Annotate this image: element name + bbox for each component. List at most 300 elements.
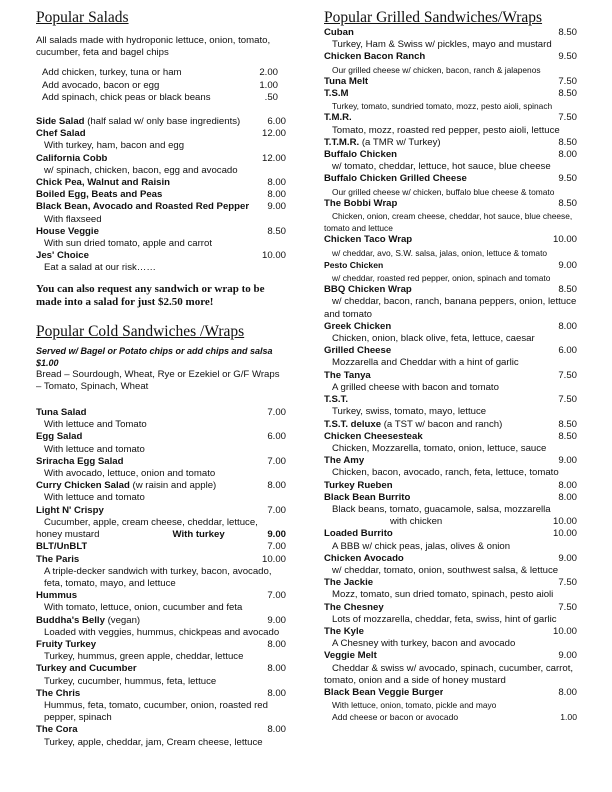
item-price: 9.00 — [558, 650, 577, 662]
item-price: 9.00 — [267, 614, 286, 626]
item-desc: With lettuce and Tomato — [44, 419, 147, 431]
item-name: T.S.T. — [324, 394, 348, 406]
item-price: 8.00 — [267, 638, 286, 650]
item-name: The Cora — [36, 724, 78, 736]
item-name-wrap — [324, 137, 441, 149]
addon-row — [36, 80, 286, 92]
item-row — [324, 455, 577, 467]
item-desc: Mozzarella and Cheddar with a hint of garlic — [332, 357, 519, 369]
item-price: 9.50 — [558, 173, 577, 185]
item-desc: Tomato, mozz, roasted red pepper, pesto aioli, lettuce — [332, 124, 560, 136]
item-price: 7.50 — [558, 112, 577, 124]
item-name-wrap — [324, 149, 397, 161]
item-name-wrap — [324, 51, 425, 63]
item-desc: w/ tomato, cheddar, lettuce, hot sauce, blue cheese — [332, 161, 551, 173]
item-name: Greek Chicken — [324, 320, 392, 332]
item-name: The Tanya — [324, 369, 371, 381]
menu-item — [324, 492, 577, 529]
item-name: Turkey and Cucumber — [36, 663, 137, 675]
salads-heading: Popular Salads — [36, 9, 129, 26]
item-desc: w/ cheddar, tomato, onion, southwest salsa, & lettuce — [332, 564, 559, 576]
menu-item — [36, 505, 286, 542]
item-name-wrap — [324, 345, 391, 357]
item-price: 10.00 — [552, 528, 577, 540]
menu-item — [36, 590, 286, 614]
item-price: 8.00 — [558, 686, 577, 698]
item-desc: A BBB w/ chick peas, jalas, olives & onion — [332, 540, 511, 552]
cold-heading: Popular Cold Sandwiches /Wraps — [36, 322, 245, 340]
menu-item — [324, 284, 577, 321]
item-row — [324, 88, 577, 100]
item-name: Turkey Rueben — [324, 479, 393, 491]
item-name: Tuna Salad — [36, 407, 87, 419]
item-name-wrap — [324, 650, 377, 662]
item-desc: w/ spinach, chicken, bacon, egg and avocado — [44, 164, 238, 176]
item-row — [324, 27, 577, 39]
item-desc: Chicken, onion, black olive, feta, lettuce, caesar — [332, 333, 535, 345]
item-name: Grilled Cheese — [324, 345, 392, 357]
menu-item — [36, 177, 286, 189]
item-name: Sriracha Egg Salad — [36, 455, 124, 467]
item-desc: Chicken, onion, cream cheese, cheddar, hot sauce, blue cheese, tomato and lettuce — [324, 211, 573, 234]
item-name-wrap — [324, 370, 371, 382]
menu-item — [36, 688, 286, 725]
item-desc: Cucumber, apple, cream cheese, cheddar, lettuce, — [44, 516, 258, 528]
menu-item — [36, 554, 286, 591]
item-row — [36, 177, 286, 189]
item-name-wrap — [36, 554, 79, 566]
menu-item — [36, 663, 286, 687]
menu-item — [36, 407, 286, 431]
item-price: 8.50 — [558, 88, 577, 100]
item-name-wrap — [324, 112, 352, 124]
item-price: 9.00 — [558, 259, 577, 271]
menu-item — [324, 27, 577, 51]
menu-item — [324, 687, 577, 724]
menu-item — [324, 626, 577, 650]
left-column — [36, 8, 286, 749]
item-name: Curry Chicken Salad — [36, 480, 130, 492]
item-name: Chicken Taco Wrap — [324, 234, 413, 246]
item-name-wrap — [324, 234, 412, 246]
item-price: 8.50 — [558, 197, 577, 209]
menu-item — [36, 153, 286, 177]
item-desc: Black beans, tomato, guacamole, salsa, mozzarella — [332, 503, 551, 515]
item-name-wrap — [36, 177, 170, 189]
item-name-wrap — [36, 480, 216, 492]
item-price: 7.50 — [558, 75, 577, 87]
item-desc: With avocado, lettuce, onion and tomato — [44, 468, 216, 480]
item-desc: A Chesney with turkey, bacon and avocado — [332, 638, 516, 650]
item-price: 8.00 — [267, 177, 286, 189]
item-name: Jes' Choice — [36, 250, 89, 262]
menu-item — [36, 639, 286, 663]
menu-item — [324, 602, 577, 626]
item-desc: Turkey, Ham & Swiss w/ pickles, mayo and mustard — [332, 39, 552, 51]
menu-item — [324, 137, 577, 149]
item-name-wrap — [36, 724, 78, 736]
item-price: 7.00 — [267, 590, 286, 602]
item-row — [36, 724, 286, 736]
item-name: Black Bean Burrito — [324, 491, 411, 503]
addon-price: 2.00 — [259, 67, 278, 79]
item-name-wrap — [324, 284, 412, 296]
menu-item — [324, 173, 577, 197]
menu-item — [36, 541, 286, 553]
menu-item — [324, 455, 577, 479]
item-note: (half salad w/ only base ingredients) — [84, 116, 241, 128]
menu-item — [36, 189, 286, 201]
item-name-wrap — [324, 321, 391, 333]
item-price: 9.50 — [558, 51, 577, 63]
item-price: 12.00 — [261, 152, 286, 164]
menu-item — [36, 615, 286, 639]
item-row — [324, 198, 577, 210]
item-row — [324, 553, 577, 565]
menu-item — [324, 198, 577, 235]
item-row — [324, 51, 577, 63]
item-desc: Our grilled cheese w/ chicken, buffalo blue cheese & tomato — [332, 186, 555, 197]
item-row — [324, 137, 577, 149]
item-name: Veggie Melt — [324, 650, 377, 662]
item-row — [36, 226, 286, 238]
item-desc: Turkey, tomato, sundried tomato, mozz, pesto aioli, spinach — [332, 101, 553, 112]
item-price: 6.00 — [558, 345, 577, 357]
menu-item — [36, 250, 286, 274]
menu-item — [324, 149, 577, 173]
item-desc: Turkey, cucumber, hummus, feta, lettuce — [44, 675, 217, 687]
item-name: Egg Salad — [36, 431, 83, 443]
item-name: House Veggie — [36, 225, 99, 237]
menu-item — [324, 431, 577, 455]
item-name-wrap — [324, 480, 393, 492]
item-name-wrap — [324, 419, 502, 431]
item-price: 8.00 — [558, 491, 577, 503]
item-row — [36, 615, 286, 627]
grilled-items-2 — [324, 528, 577, 687]
item-name-wrap — [36, 128, 86, 140]
menu-item — [324, 419, 577, 431]
item-name: BBQ Chicken Wrap — [324, 284, 412, 296]
item-name: The Amy — [324, 455, 365, 467]
item-name-wrap — [36, 201, 249, 213]
menu-item — [36, 431, 286, 455]
item-name-wrap — [324, 455, 364, 467]
item-row — [324, 321, 577, 333]
item-price: 8.00 — [558, 320, 577, 332]
item-name-wrap — [36, 431, 82, 443]
item-name: T.M.R. — [324, 112, 352, 124]
item-price: 8.00 — [558, 479, 577, 491]
item-price: 8.50 — [558, 284, 577, 296]
item-name: Light N' Crispy — [36, 504, 104, 516]
item-price: 8.50 — [558, 27, 577, 38]
item-name-wrap — [324, 577, 373, 589]
item-name-wrap — [36, 615, 140, 627]
item-desc: w/ cheddar, avo, S.W. salsa, jalas, onion, lettuce & tomato — [332, 247, 548, 258]
item-name: Hummus — [36, 590, 78, 602]
item-name-wrap — [324, 88, 349, 100]
item-name: T.S.T. deluxe — [324, 418, 382, 430]
item-desc: Mozz, tomato, sun dried tomato, spinach, pesto aioli — [332, 589, 554, 601]
item-row — [324, 602, 577, 614]
item-price: 9.00 — [267, 201, 286, 213]
addon-price: 1.00 — [560, 712, 577, 723]
menu-item — [324, 345, 577, 369]
item-desc: Cheddar & swiss w/ avocado, spinach, cucumber, carrot, tomato, onion and a side of honey mustard — [324, 662, 574, 686]
cold-served-note: Served w/ Bagel or Potato chips or add chips and salsa $1.00 — [36, 345, 273, 368]
grilled-heading: Popular Grilled Sandwiches/Wraps — [324, 9, 543, 26]
item-name-wrap — [324, 173, 467, 185]
item-row — [36, 639, 286, 651]
item-row — [36, 128, 286, 140]
item-name: Buffalo Chicken Grilled Cheese — [324, 173, 467, 185]
item-name-wrap — [324, 76, 368, 88]
item-price: 7.50 — [558, 577, 577, 589]
item-row — [324, 370, 577, 382]
item-name-wrap — [324, 259, 383, 272]
item-name: California Cobb — [36, 152, 108, 164]
item-name-wrap — [324, 27, 354, 39]
addon-name: Add spinach, chick peas or black beans — [42, 91, 211, 103]
item-row — [324, 259, 577, 272]
item-name-wrap — [36, 189, 162, 201]
cold-breads: Bread – Sourdough, Wheat, Rye or Ezekiel or G/F Wraps – Tomato, Spinach, Wheat — [36, 368, 280, 392]
item-row — [36, 116, 286, 128]
item-row — [36, 201, 286, 213]
item-price: 8.00 — [267, 687, 286, 699]
item-price: 8.50 — [558, 430, 577, 442]
addon-price: 1.00 — [259, 79, 278, 91]
menu-item — [36, 201, 286, 225]
item-row — [36, 663, 286, 675]
menu-item — [36, 128, 286, 152]
menu-item — [324, 650, 577, 687]
menu-item — [324, 394, 577, 418]
addon-price: .50 — [264, 91, 278, 103]
item-price: 8.00 — [267, 663, 286, 675]
item-desc: w/ cheddar, bacon, ranch, banana peppers, onion, lettuce and tomato — [324, 296, 577, 320]
item-name-wrap — [36, 153, 107, 165]
item-row — [324, 480, 577, 492]
item-name-wrap — [36, 590, 77, 602]
item-name: Cuban — [324, 27, 354, 38]
item-row — [36, 431, 286, 443]
item-name: Chicken Cheesesteak — [324, 430, 423, 442]
menu-item — [324, 480, 577, 492]
item-name-wrap — [36, 639, 96, 651]
salads-intro: All salads made with hydroponic lettuce, onion, tomato, cucumber, feta and bagel chips — [36, 35, 271, 59]
item-name: T.T.M.R. — [324, 136, 360, 148]
item-name-wrap — [324, 528, 393, 540]
item-row — [36, 250, 286, 262]
turkey-price: 9.00 — [267, 529, 286, 541]
item-name-wrap — [36, 407, 86, 419]
item-row — [36, 541, 286, 553]
item-desc: With lettuce, onion, tomato, pickle and mayo — [332, 700, 497, 711]
item-price: 8.00 — [267, 189, 286, 201]
item-name: Black Bean, Avocado and Roasted Red Pepper — [36, 201, 250, 213]
item-name: Black Bean Veggie Burger — [324, 686, 444, 698]
menu-item — [36, 724, 286, 748]
item-row — [324, 76, 577, 88]
item-desc: With turkey, ham, bacon and egg — [44, 140, 185, 152]
item-name: The Bobbi Wrap — [324, 197, 398, 209]
chicken-price: 10.00 — [552, 516, 577, 528]
addon-label: Add cheese or bacon or avocado — [332, 712, 459, 723]
item-name: The Paris — [36, 553, 80, 565]
item-name: The Kyle — [324, 625, 364, 637]
item-desc: With flaxseed — [44, 213, 102, 225]
item-desc: Turkey, hummus, green apple, cheddar, lettuce — [44, 651, 244, 663]
item-price: 8.00 — [267, 724, 286, 736]
item-price: 8.00 — [267, 480, 286, 492]
item-price: 7.00 — [267, 541, 286, 553]
menu-item — [324, 553, 577, 577]
item-desc: With lettuce and tomato — [44, 492, 145, 504]
item-name-wrap — [36, 688, 80, 700]
menu-item — [324, 259, 577, 284]
item-name: Buffalo Chicken — [324, 149, 398, 161]
item-row — [36, 480, 286, 492]
item-name: Fruity Turkey — [36, 638, 97, 650]
item-price: 12.00 — [261, 128, 286, 140]
item-row — [36, 590, 286, 602]
item-name: The Chris — [36, 687, 81, 699]
menu-item — [324, 577, 577, 601]
cold-items-2 — [36, 541, 286, 748]
item-name: Buddha's Belly — [36, 614, 105, 626]
item-name-wrap — [324, 198, 397, 210]
item-row — [36, 456, 286, 468]
addon-name: Add avocado, bacon or egg — [42, 79, 160, 91]
menu-item — [324, 112, 577, 136]
item-price: 7.50 — [558, 601, 577, 613]
item-row — [36, 688, 286, 700]
menu-item — [36, 116, 286, 128]
menu-item — [324, 528, 577, 552]
salad-request-note: You can also request any sandwich or wrap to be made into a salad for just $2.50 more! — [36, 282, 265, 309]
item-row — [324, 528, 577, 540]
item-name-wrap — [36, 663, 137, 675]
item-desc: Turkey, swiss, tomato, mayo, lettuce — [332, 406, 487, 418]
item-row — [324, 577, 577, 589]
item-name: Chick Pea, Walnut and Raisin — [36, 177, 170, 189]
item-desc: Our grilled cheese w/ chicken, bacon, ranch & jalapenos — [332, 64, 541, 75]
item-row — [324, 345, 577, 357]
item-row — [324, 650, 577, 662]
item-name-wrap — [324, 626, 364, 638]
menu-item — [324, 88, 577, 112]
item-note: (vegan) — [104, 614, 141, 626]
item-price: 9.00 — [558, 552, 577, 564]
addon-row — [36, 92, 286, 104]
item-row — [36, 189, 286, 201]
item-name-wrap — [36, 456, 123, 468]
item-desc: honey mustard — [36, 529, 100, 541]
menu-item — [36, 480, 286, 504]
item-name: BLT/UnBLT — [36, 541, 88, 553]
item-name-wrap — [324, 553, 404, 565]
item-desc: A grilled cheese with bacon and tomato — [332, 381, 499, 393]
item-note: (w raisin and apple) — [129, 480, 217, 492]
item-desc: A triple-decker sandwich with turkey, bacon, avocado, feta, tomato, mayo, and lettuce — [44, 565, 272, 589]
item-price: 7.50 — [558, 369, 577, 381]
item-name: Chicken Avocado — [324, 552, 404, 564]
item-name-wrap — [36, 116, 240, 128]
item-desc: With sun dried tomato, apple and carrot — [44, 238, 212, 250]
item-row — [324, 431, 577, 443]
item-row — [324, 173, 577, 185]
item-row — [324, 284, 577, 296]
item-price: 8.50 — [267, 225, 286, 237]
menu-item — [324, 370, 577, 394]
item-name-wrap — [324, 394, 348, 406]
item-name: Pesto Chicken — [324, 259, 384, 270]
item-price: 8.00 — [558, 149, 577, 161]
item-name-wrap — [324, 431, 423, 443]
item-desc: w/ cheddar, roasted red pepper, onion, spinach and tomato — [332, 273, 551, 284]
item-name-wrap — [36, 226, 99, 238]
menu-item — [36, 456, 286, 480]
item-desc: Chicken, bacon, avocado, ranch, feta, lettuce, tomato — [332, 467, 559, 479]
item-desc: Hummus, feta, tomato, cucumber, onion, roasted red pepper, spinach — [44, 699, 268, 724]
item-name: T.S.M — [324, 88, 349, 100]
item-name: Tuna Melt — [324, 75, 369, 87]
item-desc: Lots of mozzarella, cheddar, feta, swiss, hint of garlic — [332, 613, 557, 625]
item-price: 9.00 — [558, 455, 577, 467]
item-price: 6.00 — [267, 116, 286, 128]
item-price: 7.00 — [267, 504, 286, 516]
item-name-wrap — [324, 602, 384, 614]
menu-item — [36, 226, 286, 250]
item-name: Boiled Egg, Beats and Peas — [36, 189, 163, 201]
item-row — [324, 394, 577, 406]
item-price: 7.00 — [267, 455, 286, 467]
item-row — [324, 149, 577, 161]
item-desc: Eat a salad at our risk…… — [44, 262, 156, 274]
item-desc: Turkey, apple, cheddar, jam, Cream cheese, lettuce — [44, 736, 263, 748]
menu-item — [324, 76, 577, 88]
item-name: Side Salad — [36, 116, 85, 128]
salad-addons — [36, 67, 286, 104]
item-row — [36, 153, 286, 165]
item-row — [324, 626, 577, 638]
item-row — [324, 419, 577, 431]
item-desc: Loaded with veggies, hummus, chickpeas and avocado — [44, 626, 280, 638]
item-price: 10.00 — [552, 234, 577, 246]
item-name: The Chesney — [324, 601, 384, 613]
right-column — [324, 8, 577, 724]
menu-item — [324, 51, 577, 75]
item-row — [36, 407, 286, 419]
chicken-label: with chicken — [390, 516, 443, 528]
item-row — [324, 112, 577, 124]
addon-name: Add chicken, turkey, tuna or ham — [42, 67, 182, 79]
item-price: 7.00 — [267, 407, 286, 419]
cold-items — [36, 407, 286, 505]
item-price: 10.00 — [552, 625, 577, 637]
item-note: (a TMR w/ Turkey) — [359, 136, 441, 148]
item-price: 7.50 — [558, 394, 577, 406]
menu-item — [324, 321, 577, 345]
item-name-wrap — [36, 250, 89, 262]
item-desc: With lettuce and tomato — [44, 443, 145, 455]
item-desc: With tomato, lettuce, onion, cucumber and feta — [44, 602, 243, 614]
item-price: 8.50 — [558, 418, 577, 430]
turkey-label: With turkey — [172, 529, 225, 541]
salad-items — [36, 116, 286, 275]
